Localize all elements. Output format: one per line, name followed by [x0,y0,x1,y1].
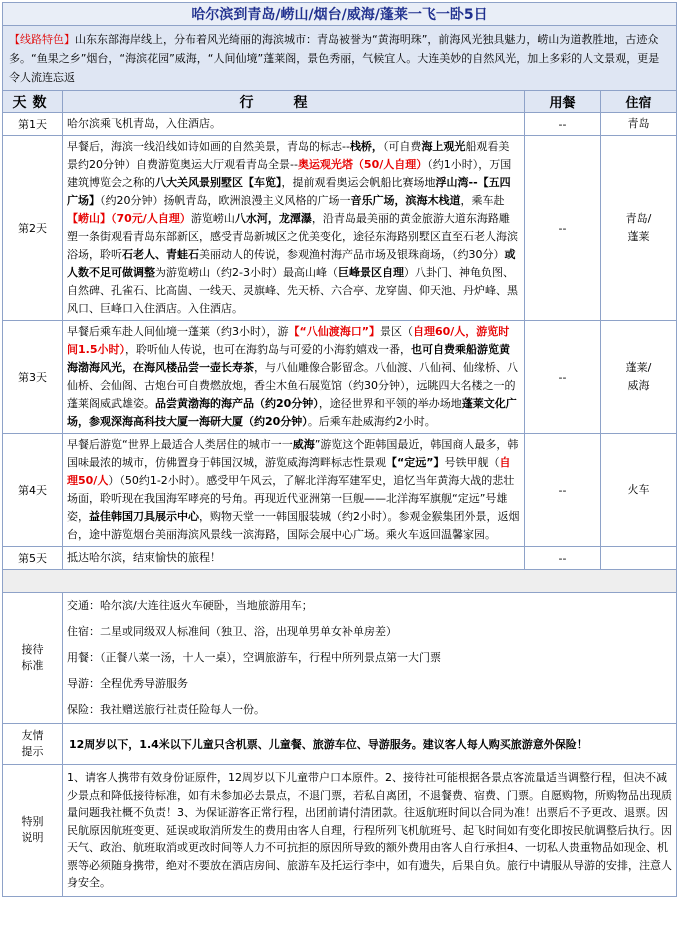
day-stay: 青岛 [601,113,677,136]
itinerary-text: 早餐后，海滨一线沿线如诗如画的自然美景，青岛的标志-- [67,140,350,153]
day-itinerary [63,113,525,136]
tips-text: 12周岁以下，1.4米以下儿童只含机票、儿童餐、旅游车位、导游服务。建议客人每人购买旅游意外保险！ [63,724,677,765]
itinerary-text: ，购物天堂一一韩国服装城（约2小时）。参观金猴集团外景，返烟台，途中游览烟台美丽海滨风景线一滨海路，国际会展中心广场。乘火车返回温馨家园。 [67,510,520,541]
notes-label: 特别 说明 [3,765,63,897]
day-meal: -- [525,321,601,434]
itinerary-text: 自理50/人 [67,456,511,487]
itinerary-text: 品尝黄渤海的海产品（约20分钟） [155,397,319,410]
day-number: 第5天 [3,547,63,570]
day-stay: 蓬莱/ 威海 [601,321,677,434]
itinerary-text: （约1小时），万国建筑博览会之称的 [67,158,512,189]
itinerary-text: ）八卦门、神龟负图、自然碑、孔雀石、比高崮、一线天、灵旗峰、先天桥、六合亭、龙穿崮、仰天池、丹炉峰、黑风口、巨峰口入住酒店。入住酒店。 [67,266,518,315]
itinerary-text: 威海 [292,438,315,451]
header-stay: 住宿 [601,91,677,113]
day-stay: 青岛/ 蓬莱 [601,136,677,321]
itinerary-text: （约20分钟）扬帆青岛，欧洲浪漫主义风格的广场一 [100,194,351,207]
notes-text: 1、请客人携带有效身份证原件，12周岁以下儿童带户口本原件。2、接待社可能根据各景点客流量适当调整行程，但决不减少景点和降低接待标准，如有未参加必去景点，不退门票，若私自离团，不退餐费、宿费、门票。自愿购物，所购物品出现质量问题我社概不负责！3、为保证游客正常行程，出团前请付清团款。往返航班时间以合同为准！出票后不予更改、退票。因民航原因航班变更、延误或取消所发生的费用由客人自理，行程所列飞机航班号、起飞时间如有变化即按民航调整后执行。因天气、政治、航班取消或更改时间等人力不可抗拒的原因所导致的额外费用由客人自行承担4、一切私人贵重物品如现金、机票等必须随身携带，绝对不要放在酒店房间、旅游车及托运行李中，如有遗失，后果自负。旅行中请服从导游的安排，注意人身安全。 [63,765,677,897]
itinerary-text: ，乘车赴 [460,194,505,207]
itinerary-text: 景区（ [379,325,413,338]
header-day: 天数 [3,91,63,113]
route-features [3,26,677,91]
itinerary-text: ，沿青岛最美丽的黄金旅游大道东海路 [311,212,499,225]
itinerary-text: 巨峰景区自理 [337,266,404,279]
itinerary-text: 早餐后游览“世界上最适合人类居住的城市一一 [67,438,293,451]
standards-label: 接待 标准 [3,593,63,724]
tips-label: 友情 提示 [3,724,63,765]
day-row [3,547,677,570]
itinerary-text: 号铁甲舰（ [444,456,500,469]
itinerary-text: （可自费 [382,140,422,153]
itinerary-text: 自理60/人，游览时间1.5小时） [67,325,510,356]
spacer-row [3,570,677,593]
itinerary-text: ，途径世界和平领的举办场地 [318,397,462,410]
itinerary-text: 船观看美景约20分钟）自费游览奥运大厅观看青岛全景-- [67,140,510,171]
itinerary-text: 浮山湾--【五四广场】 [67,176,511,207]
itinerary-text: 抵达哈尔滨，结束愉快的旅程！ [67,551,221,564]
route-features-text: 山东东部海岸线上，分布着风光绮丽的海滨城市：青岛被誉为“黄海明珠”，前海风光独具魅力，崂山为道教胜地，古迹众多。“鱼果之乡”烟台，“海滨花园”威海，“人间仙境”蓬莱阁，景色秀丽，气候宜人。大连美妙的自然风光，加上多彩的人文景观，更是令人流连忘返 [9,32,660,84]
itinerary-text: 八大关风景别墅区【车览】 [155,176,282,189]
day-stay: 火车 [601,434,677,547]
itinerary-text: ，提前观看奥运会帆船比赛场地 [281,176,436,189]
day-rows [3,113,677,570]
itinerary-text: 【“八仙渡海口”】 [288,325,380,338]
standards-list [63,593,677,724]
itinerary-table [2,2,677,897]
day-itinerary [63,136,525,321]
itinerary-text: 【崂山】（70元/人自理） [67,212,191,225]
day-row [3,321,677,434]
itinerary-text: 奥运观光塔（50/人自理） [297,158,428,171]
day-itinerary [63,547,525,570]
itinerary-text: 益佳韩国刀具展示中心 [89,510,199,523]
standards-item: 交通：哈尔滨/大连往返火车硬卧，当地旅游用车； [67,599,313,612]
day-itinerary [63,434,525,547]
standards-item: 导游：全程优秀导游服务 [67,677,188,690]
itinerary-text: ）（50约1-2小时）。感受甲午风云，了解北洋海军建军史，追忆当年黄海大战的悲壮场面，聆听现在我国海军哮亮的号角。再现近代亚洲第一巨舰——北洋海军旗舰“定远”号雄姿， [67,474,515,523]
route-features-label: 【线路特色】 [9,32,75,46]
day-number: 第3天 [3,321,63,434]
itinerary-text: 音乐广场，滨海木栈道 [350,194,461,207]
day-row [3,136,677,321]
day-number: 第4天 [3,434,63,547]
header-trip: 行程 [63,91,525,113]
day-meal: -- [525,434,601,547]
day-meal: -- [525,136,601,321]
itinerary-text: 雕塑一条街观看青岛东部新区，感受青岛新城区之优美变化，途径东海路别墅区直至石老人海滨浴场，聆听 [67,212,518,261]
itinerary-text: 游览崂山 [190,212,235,225]
day-row [3,113,677,136]
day-number: 第2天 [3,136,63,321]
itinerary-text: 为游览崂山（约2-3小时）最高山峰（ [155,266,338,279]
standards-item: 住宿：二星或同级双人标准间（独卫、浴，出现单男单女补单房差） [67,625,397,638]
day-meal: -- [525,113,601,136]
itinerary-text: 或人数不足可做调整 [67,248,516,279]
itinerary-text: 早餐后乘车赴人间仙境一蓬莱（约3小时），游 [67,325,289,338]
itinerary-text: 八水河，龙潭瀑 [234,212,312,225]
itinerary-text: 哈尔滨乘飞机青岛，入住酒店。 [67,117,221,130]
itinerary-text: 【“定远”】 [386,456,445,469]
day-meal: -- [525,547,601,570]
day-row [3,434,677,547]
itinerary-text: 。后乘车赴威海约2小时。 [307,415,436,428]
itinerary-text: 石老人、青蛙石 [122,248,199,261]
itinerary-text: 美丽动人的传说，参观渔村海产品市场及银珠商场，（约30分） [199,248,505,261]
day-stay [601,547,677,570]
standards-item: 保险：我社赠送旅行社责任险每人一份。 [67,703,265,716]
page-title: 哈尔滨到青岛/崂山/烟台/威海/蓬莱一飞一卧5日 [3,3,677,26]
itinerary-text: ，聆听仙人传说，也可在海豹岛与可爱的小海豹嬉戏一番， [125,343,411,356]
itinerary-text: 海上观光 [421,140,466,153]
itinerary-text: 栈桥， [349,140,383,153]
itinerary-text: ”游览这个距韩国最近，韩国商人最多，韩国味最浓的城市，仿佛置身于韩国汉城，游览威海湾畔标志性景观 [67,438,519,469]
itinerary-text: ，与八仙雕像合影留念。八仙渡、八仙祠、仙缘桥、八仙桥、会仙阁、古炮台可自费燃放炮，香尘木鱼石展览馆（约30分钟），远眺四大名楼之一的蓬莱阁威武雄姿。 [67,361,518,410]
itinerary-text: 也可自费乘船游览黄海渤海风光，在海风楼品尝一壶长寿茶 [67,343,510,374]
day-itinerary [63,321,525,434]
day-number: 第1天 [3,113,63,136]
itinerary-text: 蓬莱文化广场，参观深海高科技大厦一海研大厦（约20分钟） [67,397,517,428]
header-meal: 用餐 [525,91,601,113]
standards-item: 用餐：（正餐八菜一汤，十人一桌），空调旅游车，行程中所列景点第一大门票 [67,651,441,664]
